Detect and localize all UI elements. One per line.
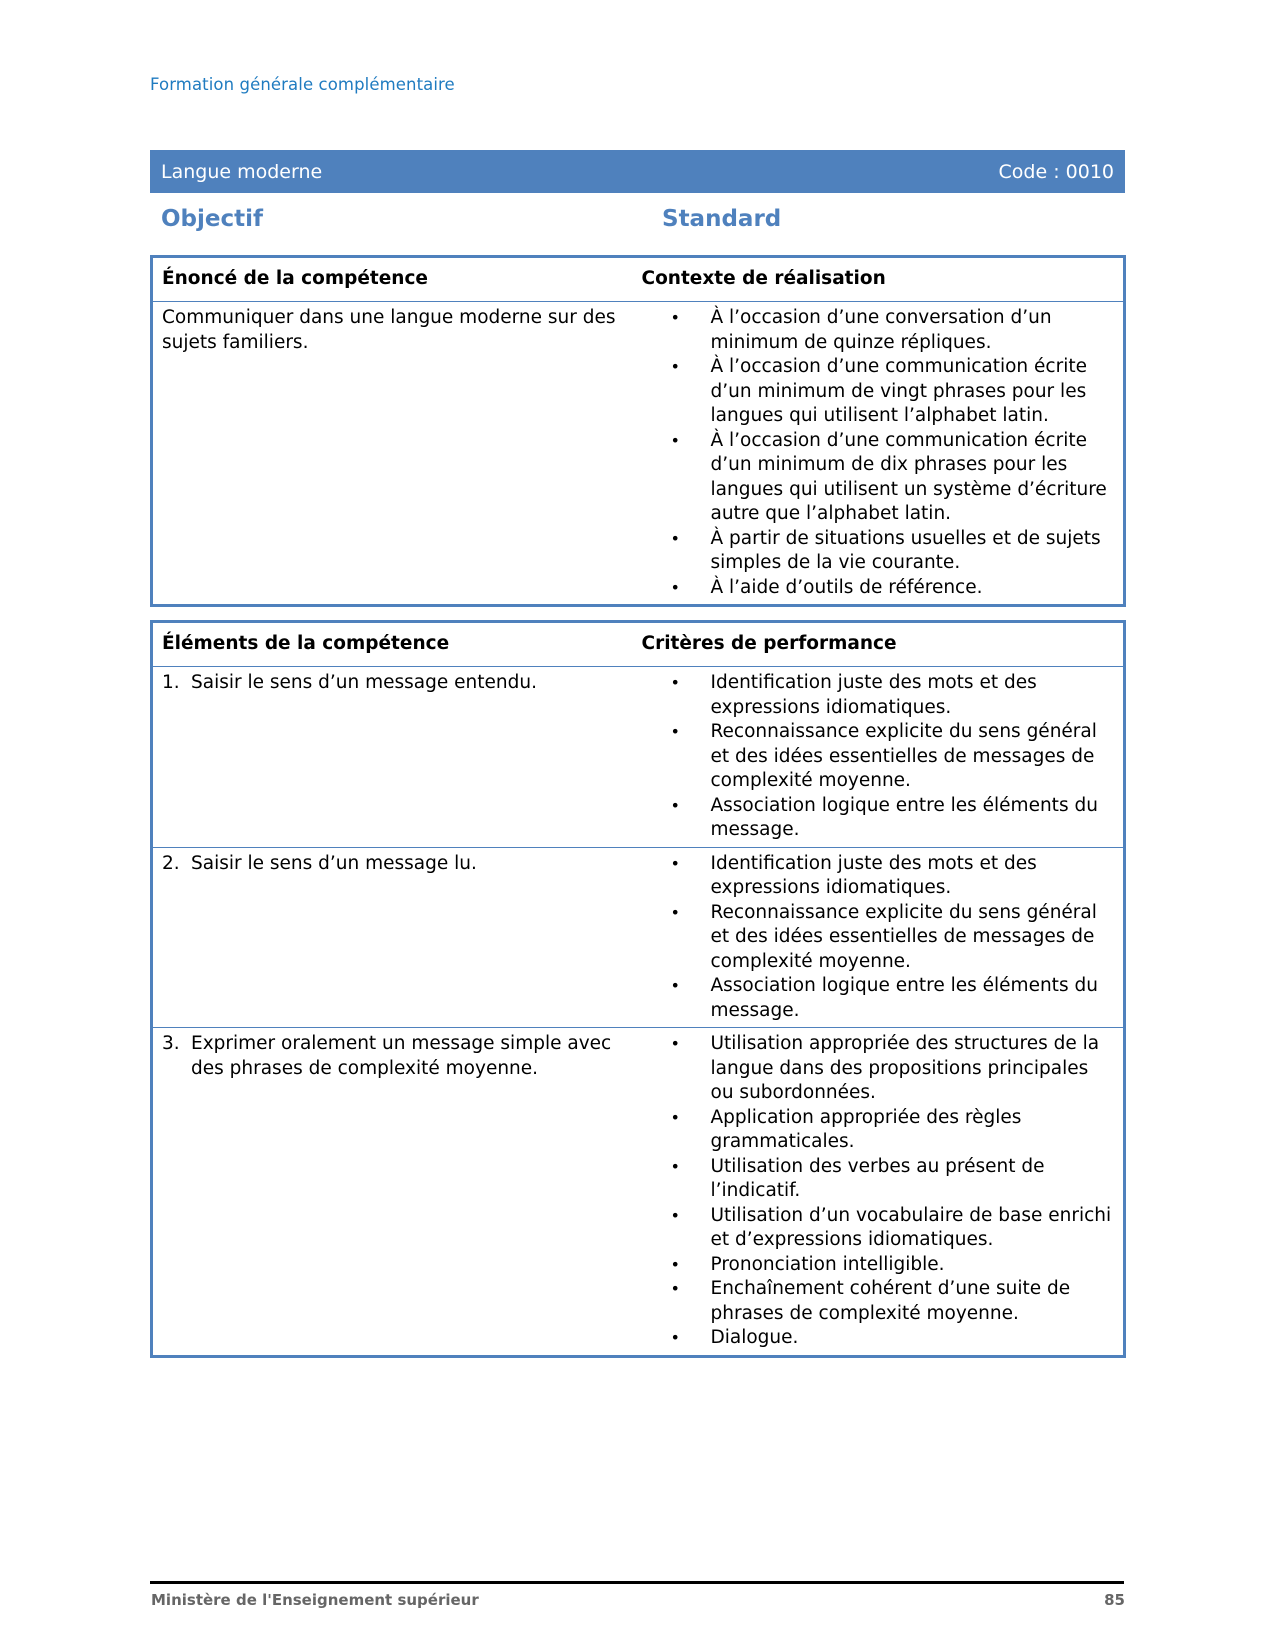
- list-item: • À partir de situations usuelles et de sujets simples de la vie courante.: [670, 527, 1101, 573]
- competence-elements-table: [150, 620, 1126, 1358]
- list-item: • Utilisation appropriée des structures de la langue dans des propositions principales ou subordonnées.: [670, 1033, 1100, 1103]
- running-header: Formation générale complémentaire: [150, 75, 455, 94]
- bullet-icon: •: [670, 902, 680, 922]
- header-contexte: Contexte de réalisation: [634, 257, 1125, 302]
- criteria-list: [634, 852, 1116, 1024]
- element-item: 3. Exprimer oralement un message simple avec des phrases de complexité moyenne.: [162, 1033, 612, 1079]
- course-title-bar: [150, 150, 1125, 193]
- bullet-icon: •: [670, 1279, 680, 1298]
- list-item: • Application appropriée des règles grammaticales.: [670, 1106, 1022, 1152]
- course-name: Langue moderne: [161, 160, 323, 183]
- table-row: [152, 667, 1125, 848]
- bullet-icon: •: [670, 308, 680, 327]
- bullet-icon: •: [670, 1156, 680, 1176]
- bullet-icon: •: [670, 1034, 680, 1053]
- bullet-icon: •: [670, 853, 680, 873]
- heading-standard: Standard: [662, 206, 782, 232]
- heading-objectif: Objectif: [161, 206, 264, 232]
- list-item: • À l’occasion d’une conversation d’un minimum de quinze répliques.: [670, 307, 1052, 353]
- criteria-list: [634, 671, 1116, 843]
- list-item: • Association logique entre les éléments du message.: [670, 975, 1098, 1021]
- element-item: 1. Saisir le sens d’un message entendu.: [162, 672, 537, 693]
- bullet-icon: •: [670, 795, 680, 815]
- list-item: • Identification juste des mots et des expressions idiomatiques.: [670, 852, 1037, 898]
- bullet-icon: •: [670, 1328, 680, 1347]
- bullet-icon: •: [670, 528, 680, 548]
- list-item: • Utilisation des verbes au présent de l’indicatif.: [670, 1155, 1045, 1201]
- list-item: • Enchaînement cohérent d’une suite de phrases de complexité moyenne.: [670, 1278, 1071, 1324]
- competence-statement-table: [150, 255, 1126, 607]
- bullet-icon: •: [670, 976, 680, 995]
- bullet-icon: •: [670, 1107, 680, 1127]
- table-row: [152, 302, 1125, 606]
- table-row: [152, 1028, 1125, 1357]
- footer-ministry: Ministère de l'Enseignement supérieur: [151, 1591, 479, 1609]
- criteria-list: [634, 1032, 1116, 1351]
- list-item: • À l’occasion d’une communication écrite d’un minimum de dix phrases pour les langues qui utilisent un système d’écriture autre que l’alphabet latin.: [670, 429, 1107, 524]
- bullet-icon: •: [670, 1205, 680, 1225]
- contexte-list: [634, 306, 1116, 600]
- list-item: • Reconnaissance explicite du sens général et des idées essentielles de messages de complexité moyenne.: [670, 721, 1097, 791]
- header-elements: Éléments de la compétence: [152, 622, 634, 667]
- list-item: • Association logique entre les éléments du message.: [670, 794, 1098, 840]
- bullet-icon: •: [670, 430, 680, 450]
- bullet-icon: •: [670, 357, 680, 376]
- bullet-icon: •: [670, 673, 680, 692]
- list-item: • Utilisation d’un vocabulaire de base enrichi et d’expressions idiomatiques.: [670, 1204, 1112, 1250]
- list-item: • Dialogue.: [634, 1326, 1116, 1351]
- course-code: Code : 0010: [998, 160, 1114, 183]
- element-item: 2. Saisir le sens d’un message lu.: [162, 852, 477, 874]
- bullet-icon: •: [670, 1254, 680, 1274]
- section-headings: [150, 206, 1125, 240]
- list-item: • Identification juste des mots et des expressions idiomatiques.: [670, 672, 1037, 718]
- bullet-icon: •: [670, 722, 680, 741]
- bullet-icon: •: [670, 577, 680, 597]
- list-item: • À l’occasion d’une communication écrite d’un minimum de vingt phrases pour les langues qui utilisent l’alphabet latin.: [670, 356, 1087, 426]
- enonce-text: Communiquer dans une langue moderne sur des sujets familiers.: [162, 307, 616, 353]
- list-item: • Prononciation intelligible.: [634, 1253, 1116, 1278]
- footer-divider: [150, 1581, 1124, 1584]
- list-item: • Reconnaissance explicite du sens général et des idées essentielles de messages de complexité moyenne.: [670, 901, 1097, 972]
- table-row: [152, 847, 1125, 1028]
- header-criteres: Critères de performance: [634, 622, 1125, 667]
- list-item: • À l’aide d’outils de référence.: [634, 576, 1116, 601]
- page-number: 85: [1104, 1591, 1125, 1609]
- header-enonce: Énoncé de la compétence: [152, 257, 634, 302]
